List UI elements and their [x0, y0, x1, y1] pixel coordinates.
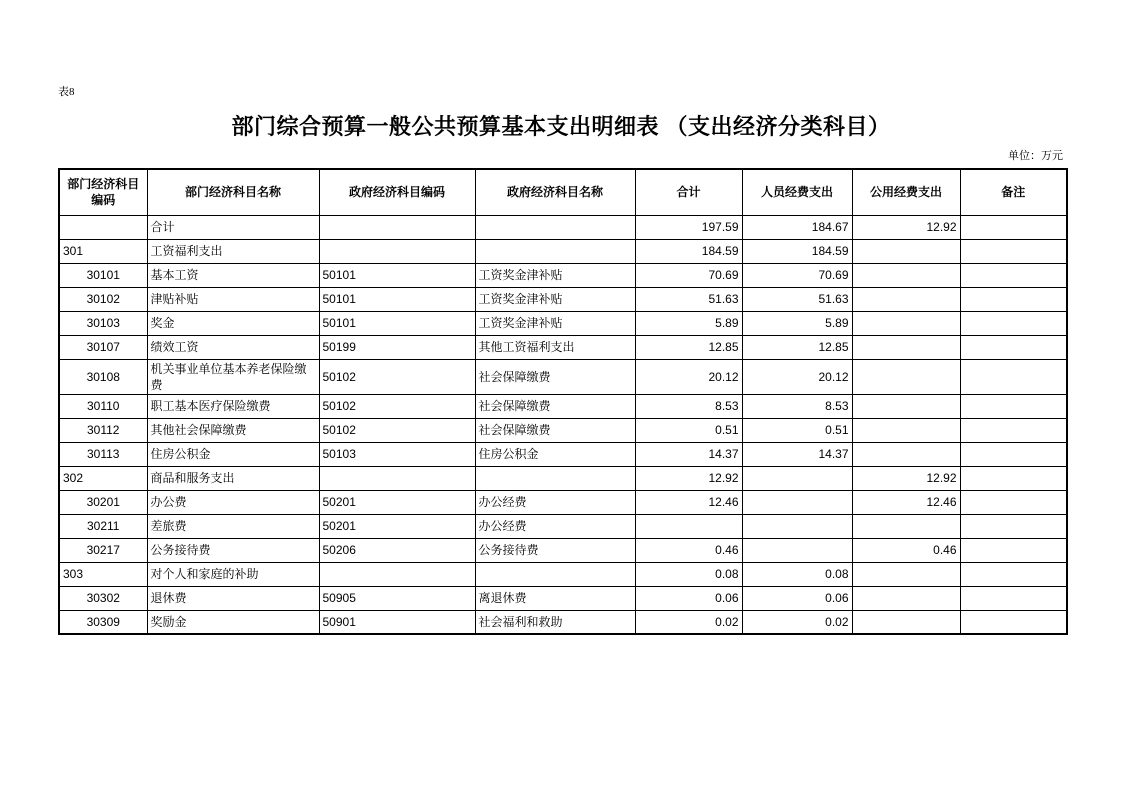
cell-gov-name: 办公经费 — [475, 490, 635, 514]
table-row — [59, 263, 1067, 287]
cell-note — [960, 394, 1067, 418]
cell-total: 0.08 — [635, 562, 742, 586]
cell-personnel: 12.85 — [742, 335, 852, 359]
table-header-row — [59, 169, 1067, 215]
cell-dept-name: 奖金 — [147, 311, 319, 335]
cell-gov-code: 50206 — [319, 538, 475, 562]
cell-dept-code: 30103 — [59, 311, 147, 335]
cell-gov-code — [319, 215, 475, 239]
cell-gov-name: 住房公积金 — [475, 442, 635, 466]
cell-dept-name: 办公费 — [147, 490, 319, 514]
cell-gov-name: 工资奖金津补贴 — [475, 287, 635, 311]
cell-total: 0.06 — [635, 586, 742, 610]
table-row — [59, 586, 1067, 610]
column-header: 政府经济科目编码 — [319, 169, 475, 215]
cell-note — [960, 586, 1067, 610]
cell-dept-code: 30211 — [59, 514, 147, 538]
cell-gov-code — [319, 239, 475, 263]
cell-gov-name — [475, 466, 635, 490]
column-header: 政府经济科目名称 — [475, 169, 635, 215]
cell-dept-code: 30309 — [59, 610, 147, 634]
cell-total: 12.92 — [635, 466, 742, 490]
cell-gov-name: 社会福利和救助 — [475, 610, 635, 634]
cell-gov-code: 50101 — [319, 263, 475, 287]
cell-dept-name: 公务接待费 — [147, 538, 319, 562]
table-row — [59, 466, 1067, 490]
cell-gov-code — [319, 562, 475, 586]
cell-dept-name: 对个人和家庭的补助 — [147, 562, 319, 586]
cell-dept-name: 差旅费 — [147, 514, 319, 538]
cell-dept-name: 商品和服务支出 — [147, 466, 319, 490]
table-row — [59, 311, 1067, 335]
cell-gov-name: 公务接待费 — [475, 538, 635, 562]
cell-dept-code: 30108 — [59, 359, 147, 394]
cell-public — [852, 418, 960, 442]
cell-gov-code: 50102 — [319, 418, 475, 442]
cell-personnel: 184.59 — [742, 239, 852, 263]
table-body — [59, 215, 1067, 634]
page-title: 部门综合预算一般公共预算基本支出明细表 （支出经济分类科目） — [231, 114, 891, 139]
cell-public — [852, 442, 960, 466]
cell-personnel: 184.67 — [742, 215, 852, 239]
cell-personnel: 0.06 — [742, 586, 852, 610]
budget-table — [58, 168, 1068, 635]
cell-note — [960, 610, 1067, 634]
cell-dept-name: 退休费 — [147, 586, 319, 610]
cell-gov-code: 50905 — [319, 586, 475, 610]
cell-gov-name — [475, 215, 635, 239]
cell-personnel: 5.89 — [742, 311, 852, 335]
cell-note — [960, 359, 1067, 394]
cell-total: 184.59 — [635, 239, 742, 263]
cell-note — [960, 287, 1067, 311]
cell-note — [960, 215, 1067, 239]
cell-gov-code: 50201 — [319, 514, 475, 538]
cell-note — [960, 466, 1067, 490]
cell-public — [852, 359, 960, 394]
cell-public — [852, 562, 960, 586]
cell-gov-code: 50201 — [319, 490, 475, 514]
cell-personnel — [742, 538, 852, 562]
table-row — [59, 418, 1067, 442]
cell-dept-code: 301 — [59, 239, 147, 263]
cell-note — [960, 538, 1067, 562]
cell-public: 12.92 — [852, 215, 960, 239]
cell-gov-name: 社会保障缴费 — [475, 394, 635, 418]
cell-gov-name: 社会保障缴费 — [475, 418, 635, 442]
cell-dept-code: 30101 — [59, 263, 147, 287]
cell-dept-name: 其他社会保障缴费 — [147, 418, 319, 442]
column-header: 部门经济科目名称 — [147, 169, 319, 215]
cell-personnel: 0.51 — [742, 418, 852, 442]
cell-gov-code: 50199 — [319, 335, 475, 359]
cell-total — [635, 514, 742, 538]
cell-gov-code — [319, 466, 475, 490]
cell-gov-code: 50101 — [319, 311, 475, 335]
cell-dept-code — [59, 215, 147, 239]
cell-total: 0.02 — [635, 610, 742, 634]
cell-dept-name: 机关事业单位基本养老保险缴费 — [147, 359, 319, 394]
cell-personnel — [742, 466, 852, 490]
cell-gov-name: 办公经费 — [475, 514, 635, 538]
cell-dept-name: 奖励金 — [147, 610, 319, 634]
cell-dept-code: 30107 — [59, 335, 147, 359]
cell-public — [852, 586, 960, 610]
column-header: 备注 — [960, 169, 1067, 215]
cell-total: 197.59 — [635, 215, 742, 239]
cell-note — [960, 514, 1067, 538]
cell-gov-name — [475, 562, 635, 586]
cell-dept-code: 302 — [59, 466, 147, 490]
cell-note — [960, 562, 1067, 586]
cell-dept-code: 30102 — [59, 287, 147, 311]
cell-personnel: 51.63 — [742, 287, 852, 311]
cell-public — [852, 239, 960, 263]
table-row — [59, 359, 1067, 394]
table-row — [59, 239, 1067, 263]
cell-gov-code: 50102 — [319, 359, 475, 394]
cell-dept-code: 30217 — [59, 538, 147, 562]
table-row — [59, 514, 1067, 538]
cell-dept-code: 30113 — [59, 442, 147, 466]
cell-total: 12.85 — [635, 335, 742, 359]
cell-public: 12.46 — [852, 490, 960, 514]
table-number-label: 表8 — [58, 86, 75, 98]
cell-total: 0.51 — [635, 418, 742, 442]
cell-dept-name: 工资福利支出 — [147, 239, 319, 263]
cell-note — [960, 263, 1067, 287]
cell-total: 0.46 — [635, 538, 742, 562]
cell-personnel: 14.37 — [742, 442, 852, 466]
cell-public — [852, 335, 960, 359]
cell-dept-code: 30110 — [59, 394, 147, 418]
cell-gov-code: 50103 — [319, 442, 475, 466]
cell-gov-code: 50102 — [319, 394, 475, 418]
cell-personnel: 0.02 — [742, 610, 852, 634]
cell-public — [852, 263, 960, 287]
unit-note: 单位：万元 — [1008, 150, 1063, 162]
cell-personnel — [742, 514, 852, 538]
cell-gov-name — [475, 239, 635, 263]
cell-gov-name: 其他工资福利支出 — [475, 335, 635, 359]
table-row — [59, 562, 1067, 586]
cell-dept-code: 303 — [59, 562, 147, 586]
cell-total: 14.37 — [635, 442, 742, 466]
cell-note — [960, 311, 1067, 335]
cell-gov-name: 离退休费 — [475, 586, 635, 610]
cell-dept-name: 基本工资 — [147, 263, 319, 287]
column-header: 合计 — [635, 169, 742, 215]
cell-public — [852, 287, 960, 311]
table-row — [59, 442, 1067, 466]
column-header: 公用经费支出 — [852, 169, 960, 215]
cell-public — [852, 394, 960, 418]
cell-gov-name: 工资奖金津补贴 — [475, 263, 635, 287]
cell-note — [960, 490, 1067, 514]
column-header: 部门经济科目编码 — [59, 169, 147, 215]
cell-public — [852, 610, 960, 634]
table-row — [59, 490, 1067, 514]
cell-public — [852, 311, 960, 335]
cell-note — [960, 335, 1067, 359]
cell-dept-name: 绩效工资 — [147, 335, 319, 359]
cell-personnel — [742, 490, 852, 514]
cell-total: 20.12 — [635, 359, 742, 394]
cell-dept-code: 30112 — [59, 418, 147, 442]
cell-dept-name: 住房公积金 — [147, 442, 319, 466]
table-row — [59, 287, 1067, 311]
cell-gov-name: 工资奖金津补贴 — [475, 311, 635, 335]
cell-dept-code: 30201 — [59, 490, 147, 514]
table-row — [59, 335, 1067, 359]
cell-total: 70.69 — [635, 263, 742, 287]
cell-public — [852, 514, 960, 538]
cell-total: 51.63 — [635, 287, 742, 311]
cell-gov-name: 社会保障缴费 — [475, 359, 635, 394]
cell-dept-name: 津贴补贴 — [147, 287, 319, 311]
cell-public: 12.92 — [852, 466, 960, 490]
cell-dept-code: 30302 — [59, 586, 147, 610]
cell-personnel: 20.12 — [742, 359, 852, 394]
cell-dept-name: 职工基本医疗保险缴费 — [147, 394, 319, 418]
column-header: 人员经费支出 — [742, 169, 852, 215]
table-row — [59, 394, 1067, 418]
cell-note — [960, 442, 1067, 466]
table-row — [59, 538, 1067, 562]
table-row — [59, 215, 1067, 239]
table-header — [59, 169, 1067, 215]
cell-total: 5.89 — [635, 311, 742, 335]
cell-personnel: 8.53 — [742, 394, 852, 418]
table-row — [59, 610, 1067, 634]
cell-personnel: 0.08 — [742, 562, 852, 586]
cell-note — [960, 239, 1067, 263]
cell-gov-code: 50101 — [319, 287, 475, 311]
cell-total: 8.53 — [635, 394, 742, 418]
cell-gov-code: 50901 — [319, 610, 475, 634]
cell-personnel: 70.69 — [742, 263, 852, 287]
cell-total: 12.46 — [635, 490, 742, 514]
cell-note — [960, 418, 1067, 442]
cell-dept-name: 合计 — [147, 215, 319, 239]
cell-public: 0.46 — [852, 538, 960, 562]
